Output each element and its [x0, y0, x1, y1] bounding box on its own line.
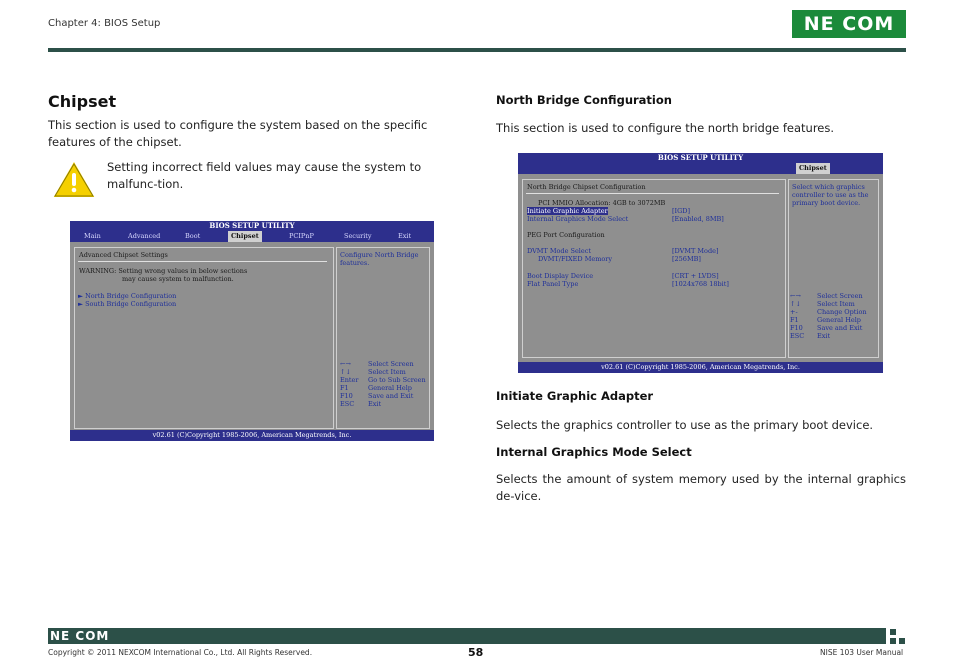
bios-option-boot-display: Boot Display Device [527, 272, 594, 280]
bios-help-line3: primary boot device. [792, 199, 861, 207]
bios-item-south-bridge: ► South Bridge Configuration [78, 300, 177, 308]
bios-menu-main: Main [84, 232, 101, 240]
bios-key-esc: ESC [790, 332, 805, 340]
bios-help-line1: Configure North Bridge [340, 251, 419, 259]
bios-help-line2: features. [340, 259, 370, 267]
bios-option-flat-panel: Flat Panel Type [527, 280, 579, 288]
bios-key-desc: Save and Exit [368, 392, 414, 400]
chapter-label: Chapter 4: BIOS Setup [48, 18, 161, 29]
bios-key-arrows-ud: ↑↓ [340, 368, 351, 376]
bios-value-dvmt-mode: [DVMT Mode] [672, 247, 719, 255]
bios-key-f1: F1 [340, 384, 349, 392]
nexcom-logo [792, 10, 906, 38]
bios-menu-exit: Exit [398, 232, 412, 240]
paragraph-initiate-graphic-adapter: Selects the graphics controller to use as the primary boot device. [496, 418, 874, 432]
bios-menu-chipset: Chipset [796, 163, 830, 174]
bios-footer: v02.61 (C)Copyright 1985-2006, American Megatrends, Inc. [518, 362, 883, 373]
bios-screen-north-bridge [518, 153, 883, 373]
bios-key-desc: Save and Exit [817, 324, 863, 332]
bios-warning-line2: may cause system to malfunction. [122, 275, 234, 283]
bios-value-graphics-mode: [Enabled, 8MB] [672, 215, 724, 223]
bios-value-flat-panel: [1024x768 18bit] [672, 280, 729, 288]
paragraph-internal-graphics-mode: Selects the amount of system memory used by the internal graphics de-vice. [496, 472, 906, 503]
bios-warning-line1: WARNING: Setting wrong values in below sections [79, 267, 248, 275]
bios-menu-chipset: Chipset [228, 231, 262, 242]
bios-menu-advanced: Advanced [128, 232, 161, 240]
copyright: Copyright © 2011 NEXCOM International Co., Ltd. All Rights Reserved. [48, 648, 313, 657]
section-title-north-bridge: North Bridge Configuration [496, 93, 672, 107]
bios-key-f10: F10 [790, 324, 803, 332]
bios-option-dvmt-mode: DVMT Mode Select [527, 247, 591, 255]
bios-screen-chipset [70, 221, 434, 441]
bios-footer: v02.61 (C)Copyright 1985-2006, American Megatrends, Inc. [70, 430, 434, 441]
bios-key-arrows-lr: ←→ [790, 292, 801, 300]
bios-key-desc: General Help [817, 316, 861, 324]
bios-key-desc: Exit [368, 400, 382, 408]
section-description: This section is used to configure the north bridge features. [496, 121, 835, 135]
bios-key-desc: Exit [817, 332, 831, 340]
bios-key-enter: Enter [340, 376, 359, 384]
page-title: Chipset [48, 92, 117, 111]
bios-menu-security: Security [344, 232, 372, 240]
bios-divider [526, 193, 779, 194]
bios-help-line1: Select which graphics [792, 183, 865, 191]
bios-option-initiate-graphic-adapter: Initiate Graphic Adapter [527, 207, 608, 215]
intro-paragraph: This section is used to configure the system based on the specific features of the chipset. [48, 118, 428, 149]
bios-key-desc: Go to Sub Screen [368, 376, 426, 384]
bios-key-desc: Select Item [368, 368, 406, 376]
bios-menu-bar [70, 231, 434, 242]
manual-title: NISE 103 User Manual [820, 648, 904, 657]
page-number: 58 [468, 646, 484, 659]
bios-key-arrows-lr: ←→ [340, 360, 351, 368]
bios-divider [78, 261, 327, 262]
bios-key-plus-minus: +- [790, 308, 798, 316]
footer-bar [48, 628, 886, 644]
bios-menu-boot: Boot [185, 232, 201, 240]
bios-help-line2: controller to use as the [792, 191, 869, 199]
bios-title: BIOS SETUP UTILITY [518, 153, 883, 163]
bios-value-dvmt-memory: [256MB] [672, 255, 701, 263]
bios-key-desc: Select Screen [368, 360, 414, 368]
bios-key-desc: General Help [368, 384, 412, 392]
bios-value-igd: [IGD] [672, 207, 691, 215]
bios-menu-pcipnp: PCIPnP [289, 232, 314, 240]
bios-menu-bar [518, 163, 883, 174]
bios-key-arrows-ud: ↑↓ [790, 300, 801, 308]
bios-key-f1: F1 [790, 316, 799, 324]
footer-square [890, 629, 896, 635]
warning-triangle-icon [50, 158, 98, 200]
footer-logo: NE COM [50, 629, 110, 643]
bios-key-desc: Select Item [817, 300, 855, 308]
header-rule [48, 48, 906, 52]
bios-option-internal-graphics-mode: Internal Graphics Mode Select [527, 215, 629, 223]
footer-square [890, 638, 896, 644]
heading-internal-graphics-mode: Internal Graphics Mode Select [496, 445, 692, 459]
bios-peg-heading: PEG Port Configuration [527, 231, 605, 239]
bios-key-esc: ESC [340, 400, 355, 408]
bios-heading: Advanced Chipset Settings [79, 251, 168, 259]
bios-key-f10: F10 [340, 392, 353, 400]
bios-option-dvmt-memory: DVMT/FIXED Memory [538, 255, 613, 263]
bios-item-north-bridge: ► North Bridge Configuration [78, 292, 177, 300]
bios-heading: North Bridge Chipset Configuration [527, 183, 646, 191]
bios-title: BIOS SETUP UTILITY [70, 221, 434, 231]
heading-initiate-graphic-adapter: Initiate Graphic Adapter [496, 389, 654, 403]
bios-key-desc: Select Screen [817, 292, 863, 300]
logo-text: NE COM [803, 13, 895, 35]
warning-text: Setting incorrect field values may cause the system to malfunc-tion. [107, 160, 422, 191]
bios-key-desc: Change Option [817, 308, 867, 316]
bios-pci-allocation: PCI MMIO Allocation: 4GB to 3072MB [538, 199, 666, 207]
bios-value-boot-display: [CRT + LVDS] [672, 272, 719, 280]
footer-square [899, 638, 905, 644]
